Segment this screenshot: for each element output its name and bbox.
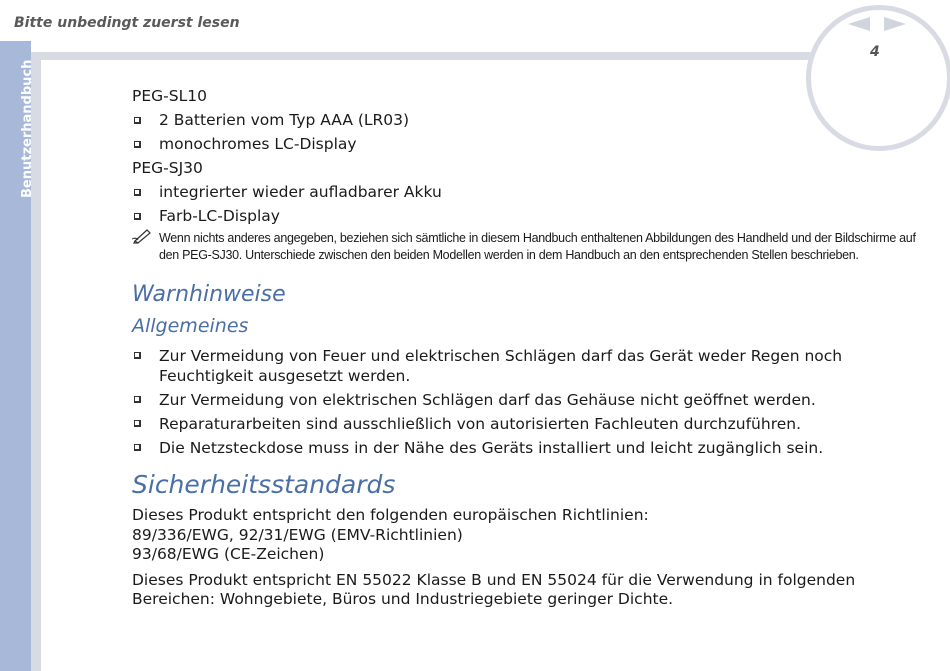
- model-feature-list: [132, 180, 932, 228]
- page-number: 4: [870, 44, 880, 60]
- model-name: PEG-SJ30: [132, 159, 203, 177]
- standards-line: Dieses Produkt entspricht den folgenden europäischen Richtlinien:: [132, 506, 649, 524]
- standards-line: 89/336/EWG, 92/31/EWG (EMV-Richtlinien): [132, 525, 463, 544]
- list-item: 2 Batterien vom Typ AAA (LR03): [132, 108, 932, 132]
- section-heading-safety-standards: Sicherheitsstandards: [132, 470, 396, 499]
- model-feature-list: [132, 108, 932, 156]
- triangle-left-icon[interactable]: [848, 17, 870, 31]
- model-name: PEG-SL10: [132, 87, 207, 105]
- bullet-square-icon: [134, 213, 141, 220]
- list-item: integrierter wieder aufladbarer Akku: [132, 180, 932, 204]
- bullet-square-icon: [134, 189, 141, 196]
- warning-list: [132, 346, 932, 458]
- bullet-square-icon: [134, 444, 141, 451]
- bullet-square-icon: [134, 117, 141, 124]
- triangle-right-icon[interactable]: [884, 17, 906, 31]
- page-navigation: [848, 14, 908, 34]
- list-item: Reparaturarbeiten sind ausschließlich von autorisierten Fachleuten durchzuführen.: [132, 414, 932, 434]
- standards-line: 93/68/EWG (CE-Zeichen): [132, 545, 325, 563]
- bullet-square-icon: [134, 396, 141, 403]
- note-text: Wenn nichts anderes angegeben, beziehen sich sämtliche in diesem Handbuch enthaltenen Abbildungen des Handheld und der Bildschirme auf den PEG-SJ30. Unterschiede zwischen den beiden Modellen werden in dem Handbuch an den entsprechenden Stellen beschrieben.: [159, 231, 916, 262]
- subsection-heading-general: Allgemeines: [132, 315, 249, 337]
- header-rule: [31, 52, 821, 60]
- note-block: [132, 230, 932, 264]
- sidebar-label: Benutzerhandbuch: [20, 59, 35, 198]
- list-item: Zur Vermeidung von Feuer und elektrischen Schlägen darf das Gerät weder Regen noch Feuchtigkeit ausgesetzt werden.: [132, 346, 932, 386]
- standards-paragraph: Dieses Produkt entspricht EN 55022 Klasse B und EN 55024 für die Verwendung in folgenden Bereichen: Wohngebiete, Büros und Industriegebiete geringer Dichte.: [132, 570, 856, 608]
- pencil-note-icon: [132, 228, 154, 244]
- list-item: Farb-LC-Display: [132, 204, 932, 228]
- bullet-square-icon: [134, 420, 141, 427]
- document-header-title: Bitte unbedingt zuerst lesen: [14, 15, 240, 31]
- bullet-square-icon: [134, 141, 141, 148]
- list-item: Die Netzsteckdose muss in der Nähe des Geräts installiert und leicht zugänglich sein.: [132, 438, 932, 458]
- nav-arrows-graphic: [848, 14, 908, 34]
- list-item: monochromes LC-Display: [132, 132, 932, 156]
- bullet-square-icon: [134, 352, 141, 359]
- section-heading-warnings: Warnhinweise: [132, 282, 286, 307]
- main-content: [132, 84, 932, 610]
- list-item: Zur Vermeidung von elektrischen Schlägen darf das Gehäuse nicht geöffnet werden.: [132, 390, 932, 410]
